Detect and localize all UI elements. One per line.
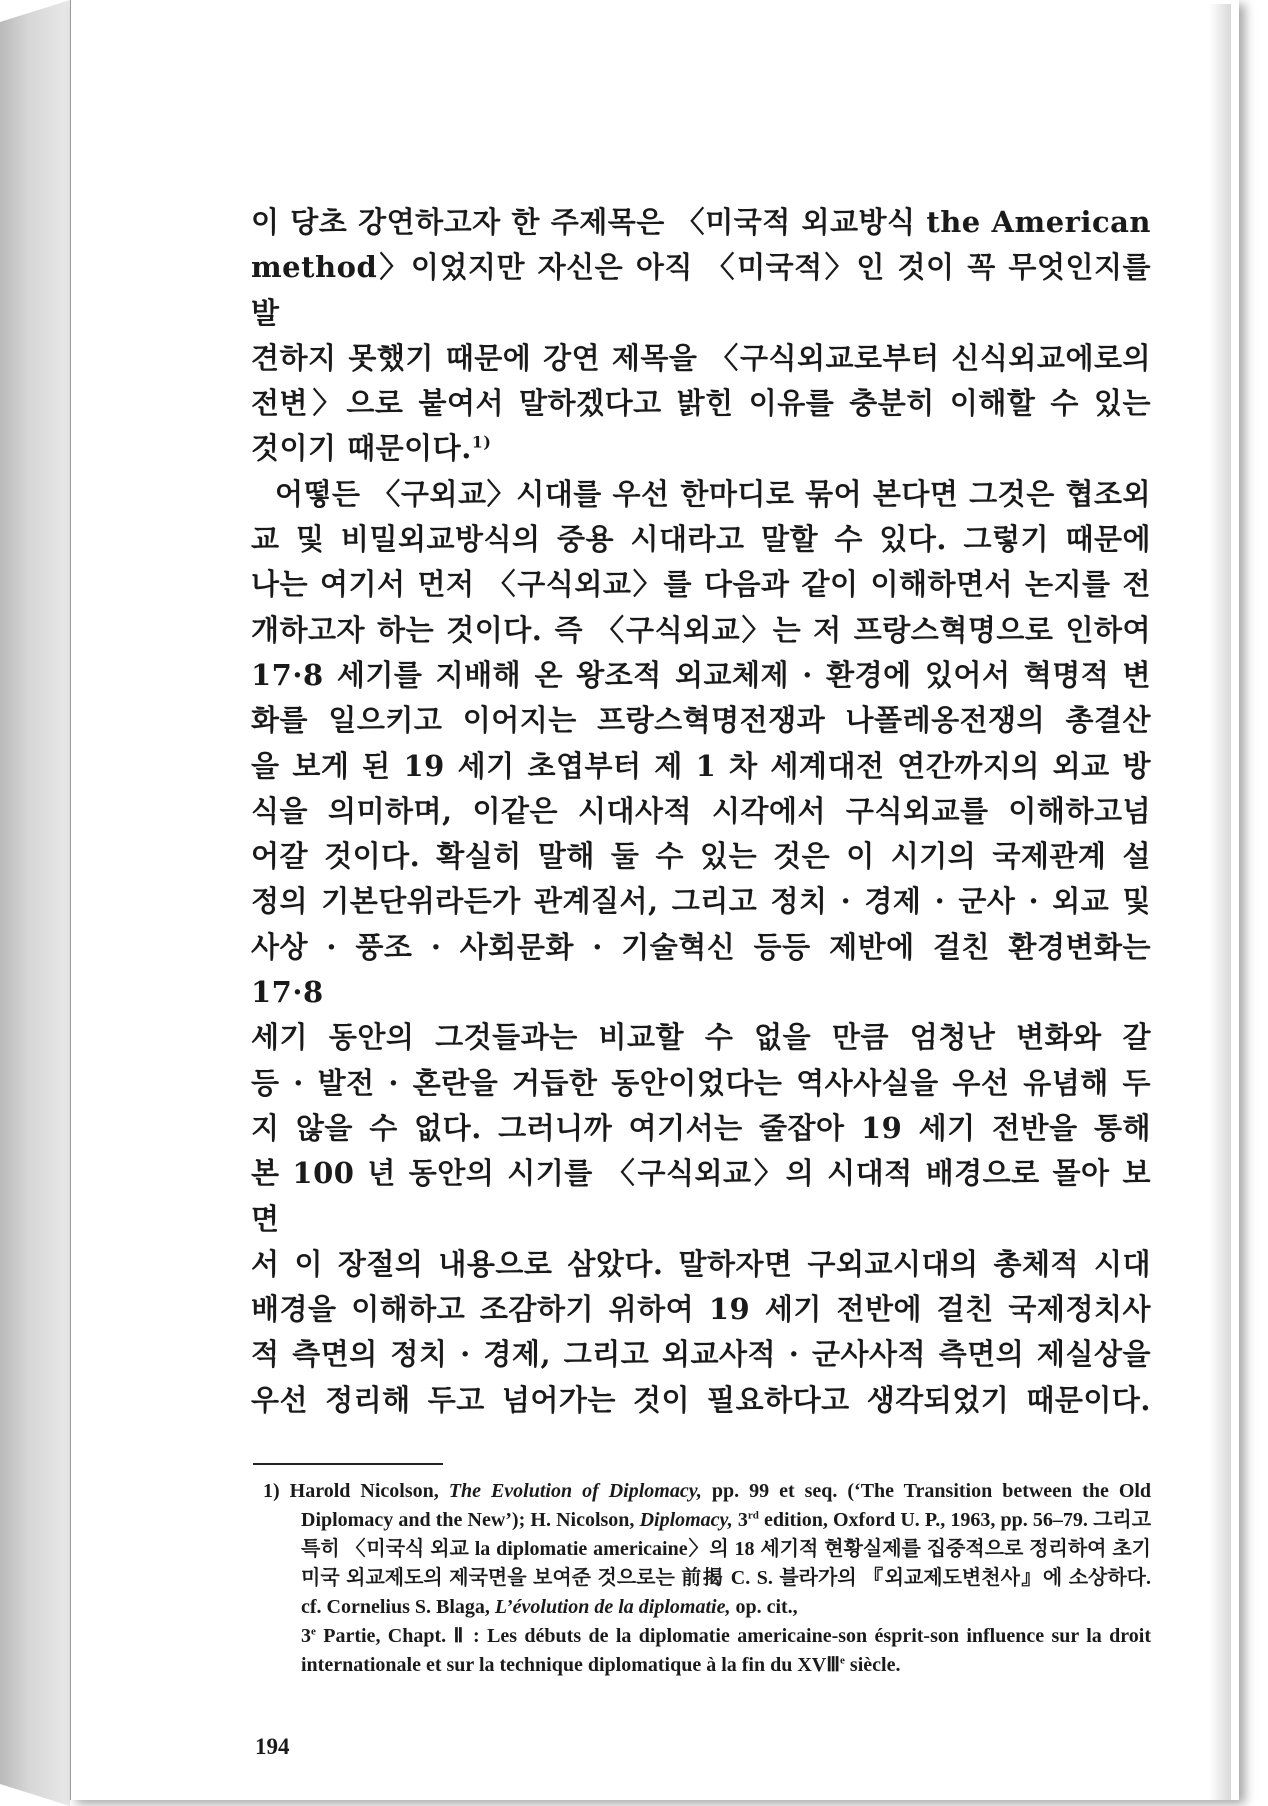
body-line: 세기 동안의 그것들과는 비교할 수 없을 만큼 엄청난 변화와 갈 [251, 1020, 1151, 1055]
part-suffix: e [311, 1625, 316, 1638]
body-line: 정의 기본단위라든가 관계질서, 그리고 정치 · 경제 · 군사 · 외교 및 [251, 884, 1151, 919]
book-spine [0, 0, 70, 1806]
footnote-divider [253, 1463, 443, 1465]
footnote-book-title: Diplomacy, [639, 1509, 733, 1532]
body-line: 개하고자 하는 것이다. 즉 〈구식외교〉는 저 프랑스혁명으로 인하여 [251, 612, 1151, 647]
body-line: 배경을 이해하고 조감하기 위하여 19 세기 전반에 걸친 국제정치사 [251, 1292, 1151, 1327]
footnote-reference: 1) [471, 432, 492, 452]
footnote-book-title: L’évolution de la diplomatie, [494, 1596, 731, 1619]
body-line: 17·8 세기를 지배해 온 왕조적 외교체제 · 환경에 있어서 혁명적 변 [251, 657, 1151, 692]
body-line: 을 보게 된 19 세기 초엽부터 제 1 차 세계대전 연간까지의 외교 방 [251, 748, 1151, 783]
page-edge [1209, 4, 1231, 1800]
body-line: method〉이었지만 자신은 아직 〈미국적〉인 것이 꼭 무엇인지를 발 [251, 250, 1151, 330]
body-line: 지 않을 수 없다. 그러니까 여기서는 줄잡아 19 세기 전반을 통해 [251, 1110, 1151, 1145]
body-line: 본 100 년 동안의 시기를 〈구식외교〉의 시대적 배경으로 몰아 보면 [251, 1156, 1151, 1236]
body-line: 나는 여기서 먼저 〈구식외교〉를 다음과 같이 이해하면서 논지를 전 [251, 567, 1151, 602]
footnote-text: edition, Oxford U. P., 1963, pp. 56–79. 그리고 특히 〈미국식 외교 la diplomatie americaine〉의 18 세기적 현황실제를 집중적으로 정리하여 초기 미국 외교제도의 제국면을 보여준 것으로는 前揭 C. S. 블라가의 『외교제도변천사』에 소상하다. cf. Cornelius S. Blaga, [301, 1509, 1152, 1619]
body-line: 화를 일으키고 이어지는 프랑스혁명전쟁과 나폴레옹전쟁의 총결산 [251, 703, 1151, 738]
book-page [70, 0, 1239, 1800]
body-line: 식을 의미하며, 이같은 시대사적 시각에서 구식외교를 이해하고넘 [251, 793, 1151, 828]
body-line: 적 측면의 정치 · 경제, 그리고 외교사적 · 군사사적 측면의 제실상을 [251, 1337, 1151, 1372]
edition-suffix: rd [747, 1509, 759, 1522]
body-line: 이 당초 강연하고자 한 주제목은 〈미국적 외교방식 the American [251, 205, 1151, 239]
footnote-book-title: The Evolution of Diplomacy, [448, 1480, 702, 1503]
footnote-part [301, 1625, 316, 1647]
footnote-text: siècle. [849, 1654, 901, 1677]
body-line: 어떻든 〈구외교〉시대를 우선 한마디로 묶어 본다면 그것은 협조외 [275, 476, 1151, 511]
body-line: 사상 · 풍조 · 사회문화 · 기술혁신 등등 제반에 걸친 환경변화는 17·8 [251, 929, 1151, 1010]
footnote [251, 1477, 1151, 1680]
body-line: 어갈 것이다. 확실히 말해 둘 수 있는 것은 이 시기의 국제관계 설 [251, 839, 1151, 874]
body-line: 등 · 발전 · 혼란을 거듭한 동안이었다는 역사사실을 우선 유념해 두 [251, 1065, 1151, 1100]
body-line: 교 및 비밀외교방식의 중용 시대라고 말할 수 있다. 그렇기 때문에 [251, 522, 1151, 557]
footnote-text: Partie, Chapt. Ⅱ : Les débuts de la diplomatie americaine-son ésprit-son influence sur la droit internationale et sur la technique diplomatique à la fin du XVⅢ [301, 1625, 1152, 1677]
body-line: 우선 정리해 두고 넘어가는 것이 필요하다고 생각되었기 때문이다. [251, 1382, 1151, 1417]
footnote-edition [738, 1509, 759, 1531]
body-line-text: 것이기 때문이다. [251, 431, 472, 466]
body-line: 견하지 못했기 때문에 강연 제목을 〈구식외교로부터 신식외교에로의 [251, 340, 1151, 375]
part-number: 3 [301, 1625, 311, 1648]
body-line: 서 이 장절의 내용으로 삼았다. 말하자면 구외교시대의 총체적 시대 [251, 1246, 1151, 1281]
page-content [251, 200, 1151, 1760]
body-line: 전변〉으로 붙여서 말하겠다고 밝힌 이유를 충분히 이해할 수 있는 [251, 386, 1151, 421]
body-text [251, 200, 1151, 1423]
footnote-text: pp. 99 et seq. (‘The Transition between the Old Diplomacy and the New’); H. Nicolson, [301, 1480, 1152, 1532]
edition-number: 3 [737, 1509, 748, 1532]
body-line-last [251, 426, 1151, 471]
footnote-marker: 1) [263, 1480, 280, 1503]
century-suffix: e [840, 1654, 845, 1667]
footnote-author: Harold Nicolson, [289, 1480, 439, 1503]
footnote-text: op. cit., [735, 1596, 798, 1619]
page-number: 194 [255, 1734, 290, 1760]
